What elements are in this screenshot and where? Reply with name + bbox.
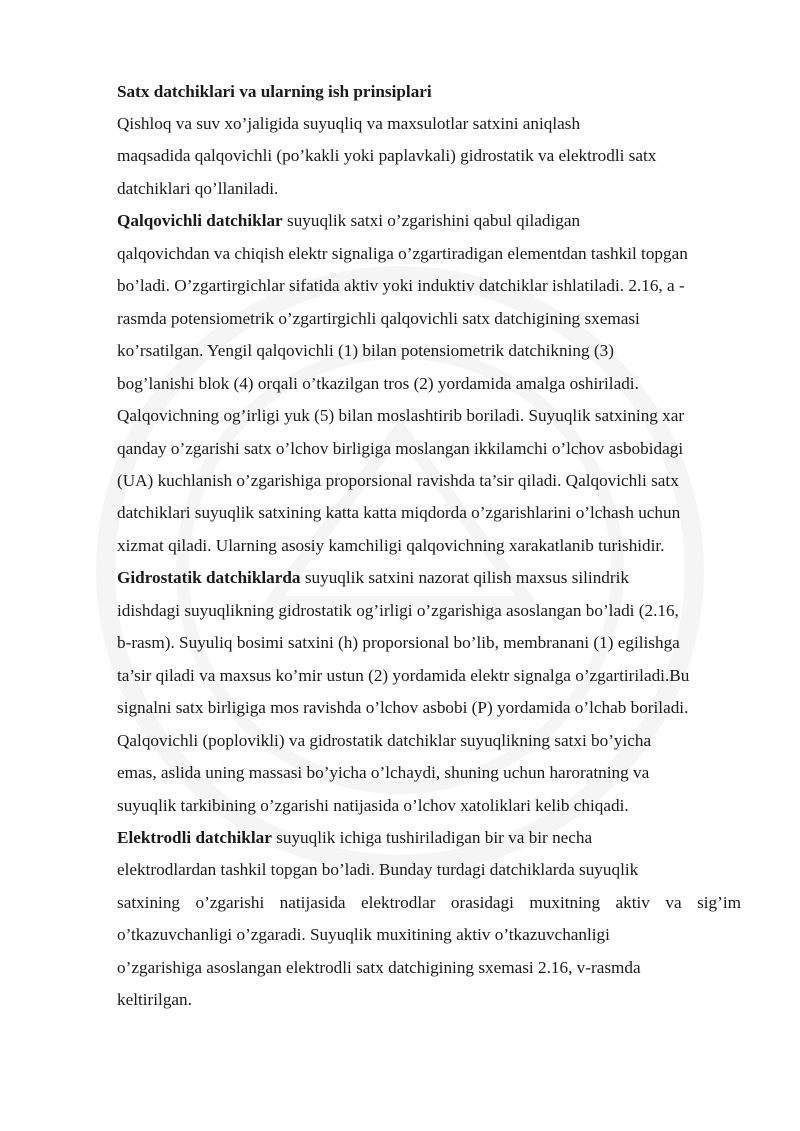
text-line [117, 763, 649, 783]
line-text: qanday o’zgarishi satx o’lchov birligiga moslangan ikkilamchi o’lchov asbobidagi [117, 438, 684, 458]
line-text: datchiklari suyuqlik satxining katta katta miqdorda o’zgarishlarini o’lchash uchun [117, 503, 681, 523]
text-line [117, 731, 651, 751]
line-text: emas, aslida uning massasi bo’yicha o’lchaydi, shuning uchun haroratning va [117, 763, 650, 782]
text-line [117, 244, 688, 264]
text-line [117, 211, 580, 231]
text-line [117, 796, 629, 816]
line-text: satxining o’zgarishi natijasida elektrodlar orasidagi muxitning aktiv va sig’im [117, 892, 741, 912]
text-line [117, 309, 640, 329]
line-text: suyuqlik ichiga tushiriladigan bir va bir necha [271, 827, 593, 847]
text-line [117, 958, 641, 978]
text-line [117, 503, 680, 523]
text-line [117, 828, 592, 848]
text-line [117, 633, 680, 653]
text-line [117, 276, 685, 296]
line-text: o’tkazuvchanligi o’zgaradi. Suyuqlik muxitining aktiv o’tkazuvchanligi [117, 925, 610, 945]
line-text: bo’ladi. O’zgartirgichlar sifatida aktiv yoki induktiv datchiklar ishlatiladi. 2.16, a - [117, 276, 685, 296]
line-text: b-rasm). Suyuliq bosimi satxini (h) proporsional bo’lib, membranani (1) egilishga [117, 633, 680, 653]
text-line [117, 471, 679, 491]
line-text: datchiklari qo’llaniladi. [117, 178, 279, 198]
page-title: Satx datchiklari va ularning ish prinsiplari [117, 82, 432, 101]
text-line [117, 179, 278, 199]
text-line [117, 601, 679, 621]
line-text: ko’rsatilgan. Yengil qalqovichli (1) bilan potensiometrik datchikning (3) [117, 341, 614, 361]
line-text: Qalqovichning og’irligi yuk (5) bilan moslashtirib boriladi. Suyuqlik satxining xar [117, 406, 685, 426]
line-text: o’zgarishiga asoslangan elektrodli satx datchigining sxemasi 2.16, v-rasmda [117, 957, 641, 977]
line-text: qalqovichdan va chiqish elektr signaliga o’zgartiradigan elementdan tashkil topgan [117, 243, 688, 263]
text-line [117, 860, 638, 880]
bold-term: Elektrodli datchiklar [117, 827, 272, 847]
line-text: maqsadida qalqovichli (po’kakli yoki paplavkali) gidrostatik va elektrodli satx [117, 146, 657, 166]
text-line [117, 374, 639, 394]
text-line [117, 406, 684, 426]
line-text: suyuqlik satxi o’zgarishini qabul qiladigan [282, 211, 581, 231]
bold-term: Qalqovichli datchiklar [117, 211, 283, 231]
text-line [117, 536, 665, 556]
line-text: suyuqlik satxini nazorat qilish maxsus silindrik [300, 568, 629, 588]
line-text: ta’sir qiladi va maxsus ko’mir ustun (2) yordamida elektr signalga o’zgartiriladi.Bu [117, 665, 690, 685]
text-line [117, 568, 629, 588]
text-line [117, 893, 741, 913]
text-line [117, 990, 192, 1010]
line-text: signalni satx birligiga mos ravishda o’lchov asbobi (P) yordamida o’lchab boriladi. [117, 698, 689, 718]
line-text: suyuqlik tarkibining o’zgarishi natijasida o’lchov xatoliklari kelib chiqadi. [117, 795, 629, 815]
text-line [117, 698, 688, 718]
text-line [117, 146, 656, 166]
text-line [117, 666, 689, 686]
text-line [117, 925, 610, 945]
line-text: (UA) kuchlanish o’zgarishiga proporsional ravishda ta’sir qiladi. Qalqovichli satx [117, 471, 679, 490]
text-line [117, 114, 580, 134]
text-line [117, 341, 614, 361]
line-text: Qalqovichli (poplovikli) va gidrostatik datchiklar suyuqlikning satxi bo’yicha [117, 730, 652, 750]
line-text: xizmat qiladi. Ularning asosiy kamchiligi qalqovichning xarakatlanib turishidir. [117, 535, 665, 555]
line-text: elektrodlardan tashkil topgan bo’ladi. Bunday turdagi datchiklarda suyuqlik [117, 860, 639, 880]
line-text: bog’lanishi blok (4) orqali o’tkazilgan tros (2) yordamida amalga oshiriladi. [117, 373, 639, 393]
text-line [117, 439, 683, 459]
bold-term: Gidrostatik datchiklarda [117, 568, 301, 588]
line-text: rasmda potensiometrik o’zgartirgichli qalqovichli satx datchigining sxemasi [117, 308, 640, 328]
line-text: keltirilgan. [117, 990, 192, 1010]
line-text: Qishloq va suv xo’jaligida suyuqliq va maxsulotlar satxini aniqlash [117, 114, 581, 133]
line-text: idishdagi suyuqlikning gidrostatik og’irligi o’zgarishiga asoslangan bo’ladi (2.16, [117, 600, 679, 620]
